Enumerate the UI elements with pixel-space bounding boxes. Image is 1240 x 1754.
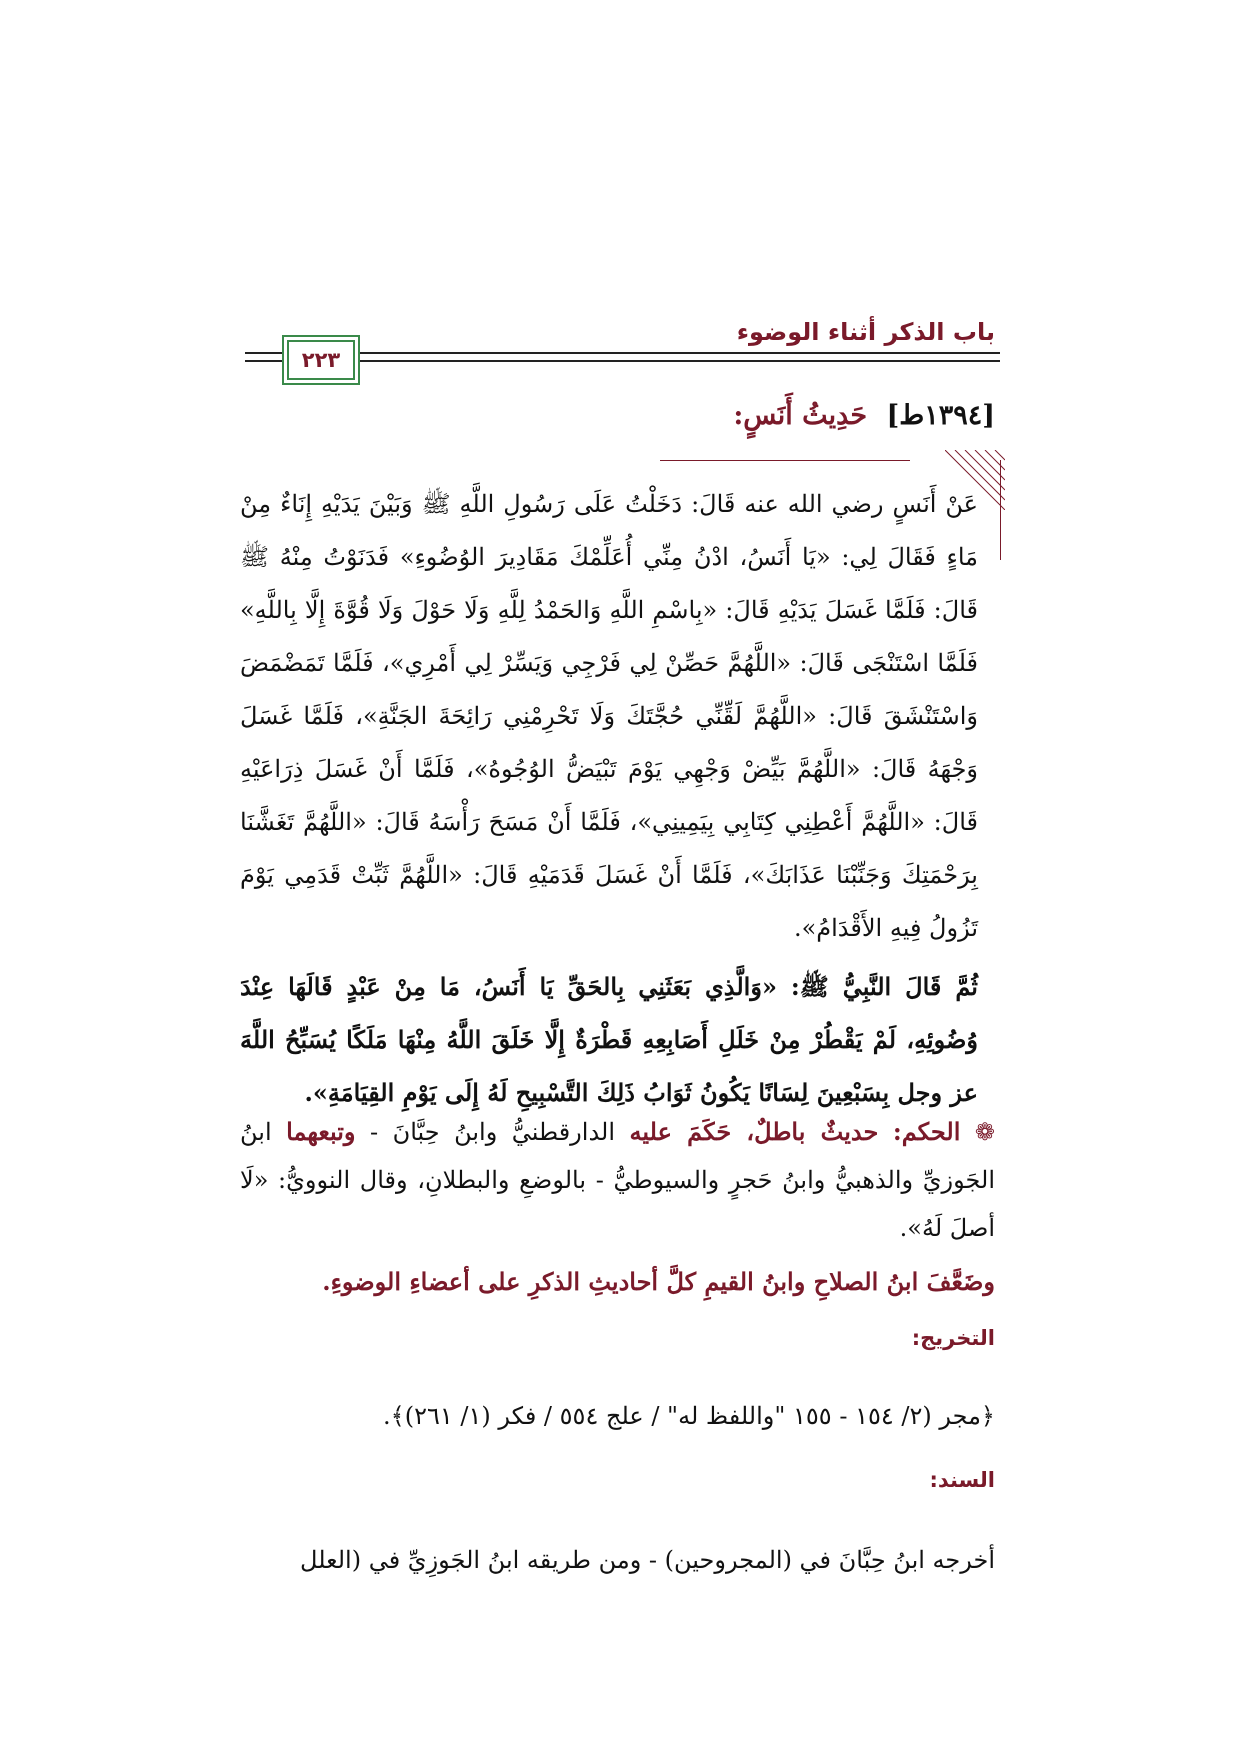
flower-icon: ❁ — [974, 1118, 995, 1146]
page-number: ٢٢٣ — [301, 348, 341, 372]
ruling-verdict: حديثٌ باطلٌ، حَكَمَ عليه — [629, 1117, 879, 1146]
tadeef-note: وضَعَّفَ ابنُ الصلاحِ وابنُ القيمِ كلَّ أحاديثِ الذكرِ على أعضاءِ الوضوءِ. — [322, 1267, 995, 1296]
takhrij-label: التخريج: — [911, 1326, 995, 1350]
hadith-text: عَنْ أَنَسٍ رضي الله عنه قَالَ: دَخَلْتُ عَلَى رَسُولِ اللَّهِ ﷺ وَبَيْنَ يَدَيْهِ إِنَاءٌ مِنْ مَاءٍ فَقَالَ لِي: «يَا أَنَسُ، ادْنُ مِنِّي أُعَلِّمْكَ مَقَادِيرَ الوُضُوءِ» فَدَنَوْتُ مِنْهُ ﷺ قَالَ: فَلَمَّا غَسَلَ يَدَيْهِ قَالَ: «بِاسْمِ اللَّهِ وَالحَمْدُ لِلَّهِ وَلَا حَوْلَ وَلَا قُوَّةَ إِلَّا بِاللَّهِ» فَلَمَّا اسْتَنْجَى قَالَ: «اللَّهُمَّ حَصِّنْ لِي فَرْجِي وَيَسِّرْ لِي أَمْرِي»، فَلَمَّا تَمَضْمَضَ وَاسْتَنْشَقَ قَالَ: «اللَّهُمَّ لَقِّنِّي حُجَّتَكَ وَلَا تَحْرِمْنِي رَائِحَةَ الجَنَّةِ»، فَلَمَّا غَسَلَ وَجْهَهُ قَالَ: «اللَّهُمَّ بَيِّضْ وَجْهِي يَوْمَ تَبْيَضُّ الوُجُوهُ»، فَلَمَّا أَنْ غَسَلَ ذِرَاعَيْهِ قَالَ: «اللَّهُمَّ أَعْطِنِي كِتَابِي بِيَمِينِي»، فَلَمَّا أَنْ مَسَحَ رَأْسَهُ قَالَ: «اللَّهُمَّ تَغَشَّنَا بِرَحْمَتِكَ وَجَنِّبْنَا عَذَابَكَ»، فَلَمَّا أَنْ غَسَلَ قَدَمَيْهِ قَالَ: «اللَّهُمَّ ثَبِّتْ قَدَمِي يَوْمَ تَزُولُ فِيهِ الأَقْدَامُ». — [240, 490, 979, 942]
sanad-text: أخرجه ابنُ حِبَّانَ في (المجروحين) - ومن طريقه ابنُ الجَوزِيِّ في (العلل — [300, 1546, 995, 1574]
ruling-follow: وتبعهما — [286, 1117, 356, 1146]
chapter-title: باب الذكر أثناء الوضوء — [736, 318, 995, 346]
ruling-text: الدارقطنيُّ وابنُ حِبَّانَ - — [369, 1118, 616, 1146]
hadith-heading — [733, 400, 995, 431]
quote-border-top — [660, 460, 910, 461]
hadith-number: [١٣٩٤ط] — [886, 400, 995, 431]
sanad-label: السند: — [929, 1468, 995, 1492]
ruling-label: الحكم: — [892, 1117, 961, 1146]
takhrij-reference: ﴿مجر (٢/ ١٥٤ - ١٥٥ "واللفظ له" / علج ٥٥٤ / فكر (١/ ٢٦١)﴾. — [383, 1402, 995, 1430]
ruling-text-2: ابنُ الجَوزيِّ والذهبيُّ وابنُ حَجرٍ والسيوطيُّ - بالوضعِ والبطلانِ، وقال النوويُّ: «لَا أصلَ لَهُ». — [240, 1118, 995, 1242]
hadith-title: حَدِيثُ أَنَسٍ: — [733, 400, 868, 431]
ruling-paragraph — [240, 1108, 995, 1252]
hadith-text-continued: ثُمَّ قَالَ النَّبِيُّ ﷺ: «وَالَّذِي بَعَثَنِي بِالحَقِّ يَا أَنَسُ، مَا مِنْ عَبْدٍ قَالَهَا عِنْدَ وُضُوئِهِ، لَمْ يَقْطُرْ مِنْ خَلَلِ أَصَابِعِهِ قَطْرَةٌ إِلَّا خَلَقَ اللَّهُ مِنْهَا مَلَكًا يُسَبِّحُ اللَّهَ عز وجل بِسَبْعِينَ لِسَانًا يَكُونُ ثَوَابُ ذَلِكَ التَّسْبِيحِ لَهُ إِلَى يَوْمِ القِيَامَةِ». — [240, 972, 978, 1107]
page-number-badge — [282, 335, 360, 385]
